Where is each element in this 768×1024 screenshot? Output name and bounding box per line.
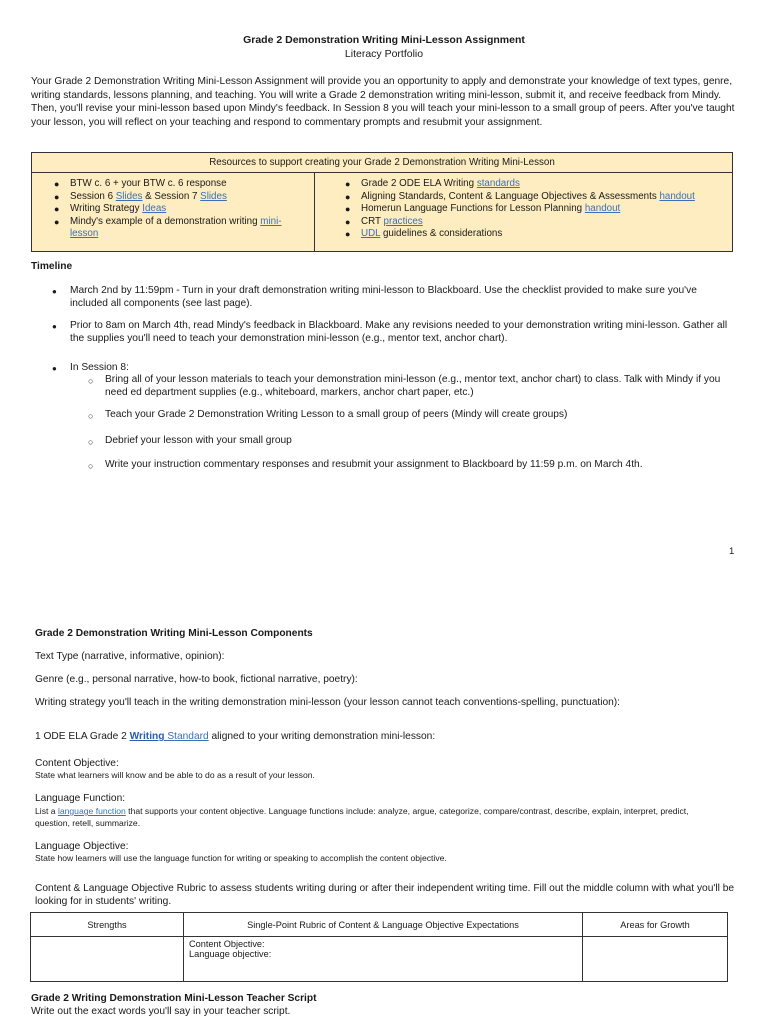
resource-item xyxy=(349,203,724,216)
language-function-desc xyxy=(35,806,725,829)
standards-link[interactable]: standards xyxy=(476,178,520,189)
text-type-prompt: Text Type (narrative, informative, opinion): xyxy=(35,651,225,662)
timeline-item: Prior to 8am on March 4th, read Mindy's feedback in Blackboard. Make any revisions needed to your demonstration writing mini-lesson. Gather all the supplies you'll need to teach your demonstration mini-lesson (e.g., mentor text, anchor chart). xyxy=(70,320,728,344)
timeline-heading: Timeline xyxy=(31,261,73,272)
udl-link[interactable]: UDL xyxy=(361,228,381,240)
timeline-subitem: Teach your Grade 2 Demonstration Writing Lesson to a small group of peers (Mindy will create groups) xyxy=(105,409,568,420)
resource-text: guidelines & considerations xyxy=(380,228,503,240)
strategy-ideas-link[interactable]: Ideas xyxy=(142,203,167,215)
strategy-prompt: Writing strategy you'll teach in the writing demonstration mini-lesson (your lesson cannot teach conventions-spelling, punctuation): xyxy=(35,697,621,708)
resource-item xyxy=(58,203,306,216)
resource-item xyxy=(349,178,724,191)
rubric-intro: Content & Language Objective Rubric to assess students writing during or after their independent writing time. Fill out the middle column with what you'll be looking for in students' writing. xyxy=(35,883,735,907)
rubric-header-expectations: Single-Point Rubric of Content & Language Objective Expectations xyxy=(184,913,583,937)
bullet-dot: ● xyxy=(52,322,57,331)
sub-bullet-circle: ○ xyxy=(88,461,94,471)
resource-item xyxy=(349,228,724,241)
bullet-dot: ● xyxy=(52,364,57,373)
components-heading: Grade 2 Demonstration Writing Mini-Lesson Components xyxy=(35,628,313,639)
resources-left-column xyxy=(32,173,315,251)
session7-slides-link[interactable]: Slides xyxy=(200,190,227,202)
language-objective-desc: State how learners will use the language function for writing or speaking to accomplish the content objective. xyxy=(35,853,447,863)
mini-lesson-example-link[interactable]: mini-lesson xyxy=(70,215,282,240)
standard-text: aligned to your writing demonstration mini-lesson: xyxy=(208,731,436,742)
bullet-dot: ● xyxy=(52,287,57,296)
standard-link[interactable]: Standard xyxy=(164,731,209,742)
timeline-subitem: Write your instruction commentary responses and resubmit your assignment to Blackboard by 11:59 p.m. on March 4th. xyxy=(105,459,643,470)
rubric-header-strengths: Strengths xyxy=(31,913,184,937)
resources-heading: Resources to support creating your Grade 2 Demonstration Writing Mini-Lesson xyxy=(32,153,732,173)
resource-item xyxy=(58,191,306,204)
timeline-item: March 2nd by 11:59pm - Turn in your draft demonstration writing mini-lesson to Blackboard. Use the checklist provided to make sure you've included all components (see last page). xyxy=(70,285,697,309)
language-functions-handout-link[interactable]: handout xyxy=(584,203,621,215)
script-heading: Grade 2 Writing Demonstration Mini-Lesson Teacher Script xyxy=(31,993,317,1004)
resources-table xyxy=(31,152,733,252)
resource-text: & Session 7 xyxy=(142,190,201,202)
language-objective-label: Language Objective: xyxy=(35,841,129,852)
session6-slides-link[interactable]: Slides xyxy=(115,190,143,202)
rubric-header-growth: Areas for Growth xyxy=(583,913,728,937)
aligning-handout-link[interactable]: handout xyxy=(659,190,695,202)
script-desc: Write out the exact words you'll say in your teacher script. xyxy=(31,1006,291,1017)
rubric-content-objective: Content Objective: xyxy=(189,939,265,949)
language-function-link[interactable]: language function xyxy=(57,806,126,816)
resource-text: Mindy's example of a demonstration writing xyxy=(70,215,261,227)
resource-text: BTW c. 6 + your BTW c. 6 response xyxy=(70,178,227,189)
resources-right-column xyxy=(315,173,732,251)
standard-text: 1 ODE ELA Grade 2 xyxy=(35,731,130,742)
resource-item xyxy=(349,216,724,229)
page-number: 1 xyxy=(729,546,735,557)
resource-text: CRT xyxy=(361,215,384,227)
resource-text: Grade 2 ODE ELA Writing xyxy=(361,178,477,189)
sub-bullet-circle: ○ xyxy=(88,376,94,386)
content-objective-label: Content Objective: xyxy=(35,758,119,769)
writing-standard-link[interactable]: Writing xyxy=(129,731,165,742)
timeline-subitem: Debrief your lesson with your small group xyxy=(105,435,292,446)
page-title: Grade 2 Demonstration Writing Mini-Lesson Assignment xyxy=(243,34,525,46)
intro-paragraph: Your Grade 2 Demonstration Writing Mini-Lesson Assignment will provide you an opportunity to apply and demonstrate your knowledge of text types, genre, writing standards, lessons planning, and teaching. You will write a Grade 2 demonstration writing mini-lesson, submit it, and receive feedback from Mindy. Then, you'll revise your mini-lesson based upon Mindy's feedback. In Session 8 you will teach your mini-lesson to a small group of peers. After you've taught your lesson, you will reflect on your teaching and respond to commentary prompts and resubmit your assignment. xyxy=(31,76,735,128)
standard-prompt xyxy=(35,731,435,742)
resource-text: Homerun Language Functions for Lesson Planning xyxy=(361,203,585,215)
rubric-language-objective: Language objective: xyxy=(189,949,272,959)
genre-prompt: Genre (e.g., personal narrative, how-to book, fictional narrative, poetry): xyxy=(35,674,358,685)
resource-text: Writing Strategy xyxy=(70,203,143,215)
rubric-table xyxy=(30,912,728,982)
resource-text: Session 6 xyxy=(70,190,116,202)
lang-func-text: that supports your content objective. Language functions include: analyze, argue, categorize, compare/contrast, describe, explain, interpret, predict, question, retell, summarize. xyxy=(35,806,689,828)
language-function-label: Language Function: xyxy=(35,793,126,804)
rubric-strengths-cell[interactable] xyxy=(31,937,184,982)
rubric-growth-cell[interactable] xyxy=(583,937,728,982)
resource-item xyxy=(58,178,306,191)
sub-bullet-circle: ○ xyxy=(88,437,94,447)
timeline-item: In Session 8: xyxy=(70,362,129,373)
sub-bullet-circle: ○ xyxy=(88,411,94,421)
content-objective-desc: State what learners will know and be able to do as a result of your lesson. xyxy=(35,770,315,780)
resource-text: Aligning Standards, Content & Language Objectives & Assessments xyxy=(361,190,660,202)
resource-item xyxy=(58,216,306,241)
page-subtitle: Literacy Portfolio xyxy=(344,48,424,60)
resource-item xyxy=(349,191,724,204)
timeline-subitem: Bring all of your lesson materials to teach your demonstration mini-lesson (e.g., mentor text, anchor chart) to class. Talk with Mindy if you need ed department supplies (e.g., whiteboard, markers, anchor chart paper, etc.) xyxy=(105,374,721,398)
rubric-expectations-cell[interactable] xyxy=(184,937,583,982)
lang-func-text: List a xyxy=(35,806,58,816)
crt-practices-link[interactable]: practices xyxy=(383,215,423,227)
